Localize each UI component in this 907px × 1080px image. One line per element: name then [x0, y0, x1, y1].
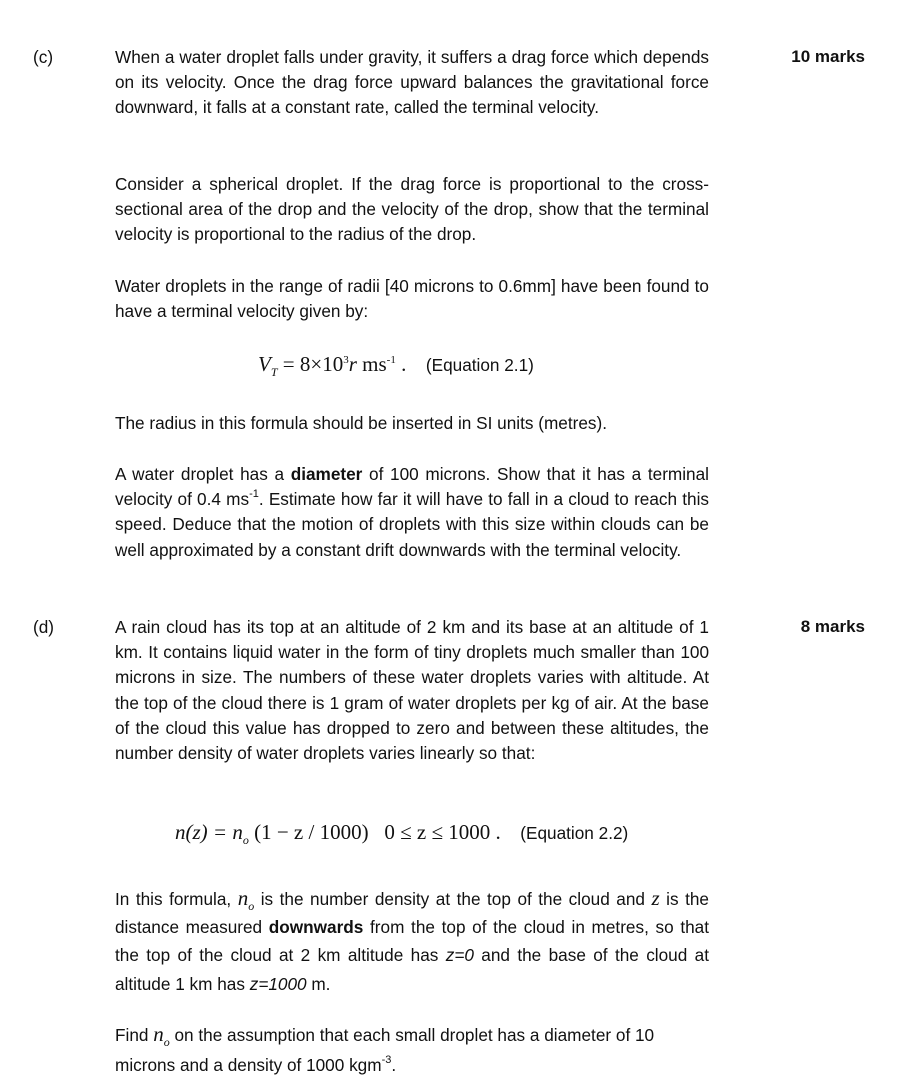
part-c-paragraph-2: Consider a spherical droplet. If the drag force is proportional to the cross-sectional area of the drop and the velocity of the drop, show that the terminal velocity is proportional to the radius of the drop.	[115, 174, 709, 245]
part-d-paragraph-2: In this formula, $n_o$ is the number density at the top of the cloud and z is the distance measured downwards from the top of the cloud in metres, so that the top of the cloud at 2 km altitude has z=0 and the base of the cloud at altitude 1 km has z=1000 m.	[115, 886, 710, 994]
part-c-paragraph-5: A water droplet has a diameter of 100 microns. Show that it has a terminal velocity of 0.4 $ms^{-1}$. Estimate how far it will have to fall in a cloud to reach this speed. Deduce that the motion of droplets with this size within clouds can be well approximated by a constant drift downwards with the terminal velocity.	[115, 464, 710, 560]
part-d-marks: 8 marks	[800, 617, 865, 636]
part-d-paragraph-1: A rain cloud has its top at an altitude of 2 km and its base at an altitude of 1 km. It contains liquid water in the form of tiny droplets much smaller than 100 microns in size. The numbers of these water droplets varies with altitude. At the top of the cloud there is 1 gram of water droplets per kg of air. At the base of the cloud this value has dropped to zero and between these altitudes, the number density of water droplets varies linearly so that:	[115, 617, 709, 764]
equation-2-2: $n(z) = n_o$ (1 − z / 1000) 0 ≤ z ≤ 1000 . (Equation 2.2)	[175, 820, 629, 847]
part-c-paragraph-4: The radius in this formula should be inserted in SI units (metres).	[115, 413, 607, 433]
part-d-paragraph-3: Find $n_o$ on the assumption that each small droplet has a diameter of 10 microns and a density of 1000 kgm$^{-3}$.	[115, 1022, 655, 1075]
part-c-paragraph-3: Water droplets in the range of radii [40 microns to 0.6mm] have been found to have a terminal velocity given by:	[115, 276, 709, 322]
part-d-label: (d)	[33, 617, 55, 637]
part-c-label: (c)	[33, 47, 54, 67]
equation-2-1-label: (Equation 2.1)	[425, 355, 534, 375]
part-c-marks: 10 marks	[791, 47, 865, 66]
part-c-paragraph-1: When a water droplet falls under gravity, it suffers a drag force which depends on its velocity. Once the drag force upward balances the gravitational force downward, it falls at a constant rate, called the terminal velocity.	[115, 47, 709, 118]
equation-2-2-label: (Equation 2.2)	[520, 823, 629, 843]
equation-2-1: $V_T = 8\times 10^3r$ $ms^{-1}$ . (Equation 2.1)	[258, 352, 534, 379]
